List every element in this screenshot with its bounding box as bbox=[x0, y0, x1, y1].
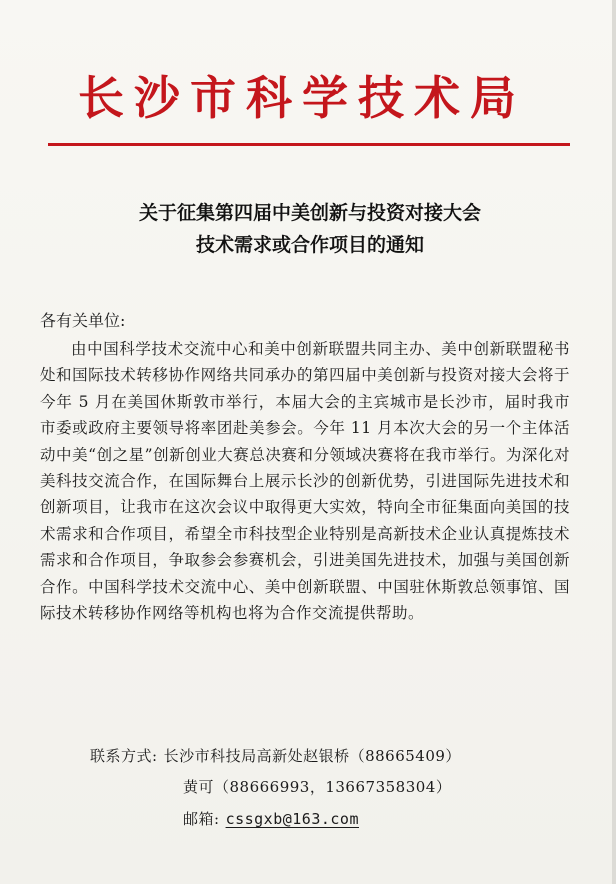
contact-person-1: 长沙市科技局高新处赵银桥（88665409） bbox=[163, 747, 461, 765]
notice-title-line-2: 技术需求或合作项目的通知 bbox=[195, 234, 424, 256]
contact-row-2 bbox=[183, 776, 451, 797]
email-link[interactable]: cssgxb@163.com bbox=[225, 810, 359, 828]
notice-title-line-1: 关于征集第四届中美创新与投资对接大会 bbox=[138, 202, 481, 224]
contact-person-2: 黄可（88666993，13667358304） bbox=[183, 778, 452, 796]
salutation: 各有关单位: bbox=[40, 311, 126, 330]
page-edge-shadow bbox=[612, 0, 616, 884]
contact-label: 联系方式: bbox=[90, 747, 158, 765]
contact-row-1 bbox=[90, 745, 461, 766]
letterhead-title: 长沙市科学技术局 bbox=[78, 71, 526, 125]
letterhead-rule bbox=[48, 143, 570, 146]
contact-row-3 bbox=[183, 808, 359, 829]
body-paragraph: 由中国科学技术交流中心和美中创新联盟共同主办、美中创新联盟秘书处和国际技术转移协作网络共同承办的第四届中美创新与投资对接大会将于今年 5 月在美国休斯敦市举行，本届大会的主宾城市是长沙市，届时我市市委或政府主要领导将率团赴美参会。今年 11 月本次大会的另一个主体活动中美“创之星”创新创业大赛总决赛和分领域决赛将在我市举行。为深化对美科技交流合作，在国际舞台上展示长沙的创新优势，引进国际先进技术和创新项目，让我市在这次会议中取得更大实效，特向全市征集面向美国的技术需求和合作项目，希望全市科技型企业特别是高新技术企业认真提炼技术需求和合作项目，争取参会参赛机会，引进美国先进技术，加强与美国创新合作。中国科学技术交流中心、美中创新联盟、中国驻休斯敦总领事馆、国际技术转移协作网络等机构也将为合作交流提供帮助。 bbox=[40, 340, 570, 623]
email-label: 邮箱: bbox=[183, 810, 220, 828]
